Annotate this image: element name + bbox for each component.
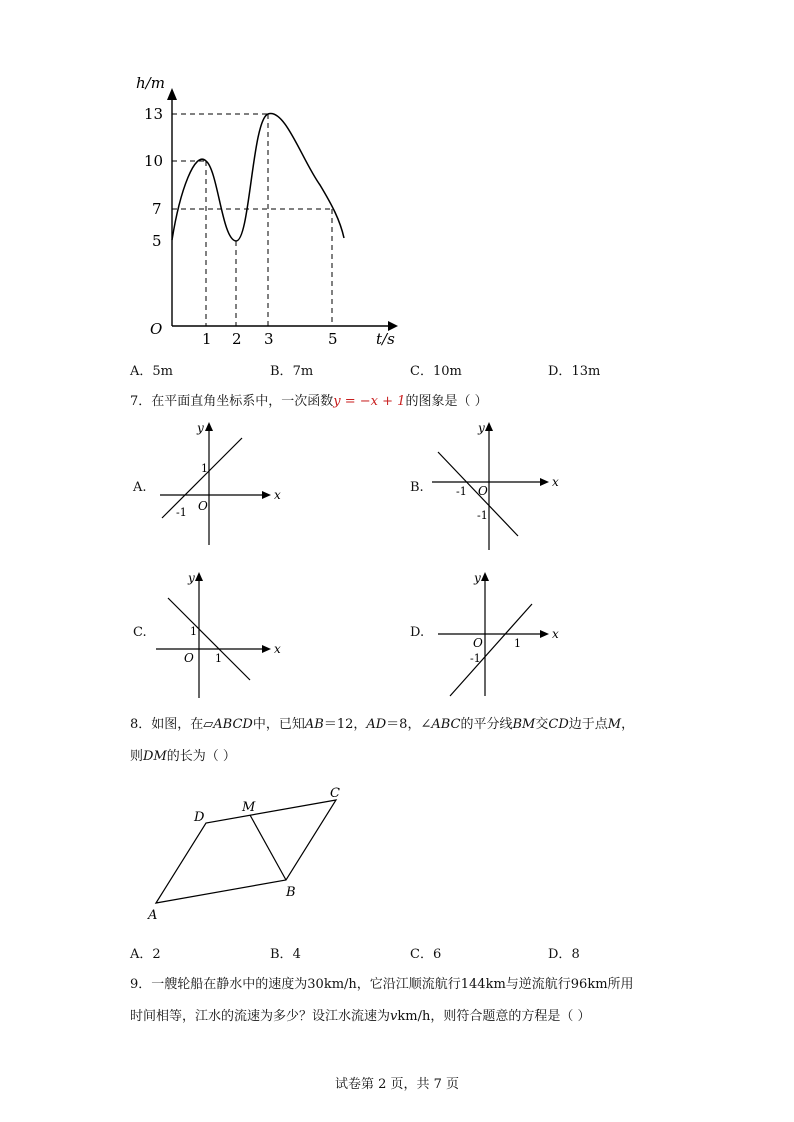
svg-text:y: y <box>474 571 481 585</box>
q8-stem-line1: 8．如图，在▱ABCD中，已知AB＝12，AD＝8，∠ABC的平分线BM交CD边于点M， <box>130 717 635 732</box>
x-axis-label: t/s <box>376 330 395 348</box>
option-letter: A． <box>130 364 153 379</box>
option-text: 2 <box>152 947 161 962</box>
q7-option-b-letter[interactable]: B. <box>410 480 424 495</box>
option-letter: B． <box>270 364 293 379</box>
option-letter: C． <box>410 947 433 962</box>
parallelogram-abcd <box>156 800 336 903</box>
q7-option-a-graph[interactable] <box>150 418 290 550</box>
option-text: 8 <box>571 947 580 962</box>
svg-text:O: O <box>478 484 488 498</box>
page-footer: 试卷第 2 页，共 7 页 <box>334 1077 460 1092</box>
svg-text:-1: -1 <box>176 506 187 519</box>
x-tick-label: 2 <box>232 330 242 348</box>
x-tick-label: 1 <box>202 330 212 348</box>
q8-option-a[interactable] <box>130 943 161 962</box>
option-letter: A． <box>130 947 153 962</box>
q7-option-c-graph[interactable] <box>150 568 290 700</box>
option-text: 6 <box>432 947 442 962</box>
svg-text:-1: -1 <box>456 485 467 498</box>
q9-stem-line1: 9．一艘轮船在静水中的速度为30km/h，它沿江顺流航行144km与逆流航行96km所用 <box>130 977 634 992</box>
option-text: 10m <box>432 364 462 379</box>
svg-text:x: x <box>274 488 281 502</box>
option-letter: C． <box>410 364 433 379</box>
origin-label: O <box>150 320 163 338</box>
svg-text:1: 1 <box>514 637 521 650</box>
q7-prefix: 7．在平面直角坐标系中，一次函数 <box>130 394 334 409</box>
q7-option-d-graph[interactable] <box>428 568 568 700</box>
dashed-guides <box>172 114 332 326</box>
q8-stem-line2: 则DM的长为（ ） <box>130 749 236 764</box>
function-line <box>168 598 250 680</box>
svg-text:y: y <box>188 571 195 585</box>
y-axis-label: h/m <box>136 74 165 92</box>
svg-text:-1: -1 <box>477 509 488 522</box>
q7-option-d-letter[interactable]: D. <box>410 625 425 640</box>
y-tick-label: 5 <box>152 232 162 250</box>
svg-text:x: x <box>274 642 281 656</box>
option-letter: D． <box>548 947 572 962</box>
svg-text:1: 1 <box>215 652 222 665</box>
vertex-c-label: C <box>330 786 340 801</box>
svg-text:y: y <box>197 421 204 435</box>
option-text: 7m <box>292 364 314 379</box>
option-text: 13m <box>571 364 601 379</box>
svg-text:1: 1 <box>190 625 197 638</box>
svg-text:x: x <box>552 475 559 489</box>
q7-option-b-graph[interactable] <box>428 418 568 553</box>
y-axis-arrow <box>167 88 177 100</box>
q7-suffix: 的图象是（ ） <box>405 394 488 409</box>
q6-option-a[interactable] <box>130 360 173 379</box>
option-text: 4 <box>292 947 301 962</box>
option-letter: D． <box>548 364 572 379</box>
height-curve <box>172 114 344 241</box>
svg-text:-1: -1 <box>470 652 481 665</box>
svg-text:O: O <box>198 499 208 513</box>
vertex-b-label: B <box>286 885 296 900</box>
function-line <box>450 604 532 696</box>
svg-text:y: y <box>478 421 485 435</box>
q8-option-c[interactable] <box>410 943 441 962</box>
svg-text:O: O <box>184 651 194 665</box>
segment-bm <box>250 815 286 880</box>
vertex-d-label: D <box>194 810 205 825</box>
point-m-label: M <box>242 800 256 815</box>
x-tick-label: 3 <box>264 330 274 348</box>
svg-text:1: 1 <box>201 462 208 475</box>
q7-formula: y = −x + 1 <box>333 394 406 409</box>
q7-option-c-letter[interactable]: C. <box>133 625 147 640</box>
y-tick-label: 13 <box>144 105 164 123</box>
q8-option-b[interactable] <box>270 943 301 962</box>
q7-option-a-letter[interactable]: A. <box>133 480 147 495</box>
option-text: 5m <box>152 364 173 379</box>
svg-text:O: O <box>473 636 483 650</box>
q6-option-c[interactable] <box>410 360 462 379</box>
q6-option-b[interactable] <box>270 360 313 379</box>
q9-stem-line2: 时间相等，江水的流速为多少？设江水流速为vkm/h，则符合题意的方程是（ ） <box>130 1009 591 1024</box>
y-tick-label: 10 <box>144 152 164 170</box>
option-letter: B． <box>270 947 293 962</box>
y-tick-label: 7 <box>152 200 162 218</box>
q8-option-d[interactable] <box>548 943 580 962</box>
height-time-graph <box>130 70 410 355</box>
x-tick-label: 5 <box>328 330 338 348</box>
q7-stem <box>130 390 488 409</box>
q8-parallelogram-figure <box>140 780 380 925</box>
q6-option-d[interactable] <box>548 360 600 379</box>
svg-text:x: x <box>552 627 559 641</box>
vertex-a-label: A <box>148 908 158 923</box>
